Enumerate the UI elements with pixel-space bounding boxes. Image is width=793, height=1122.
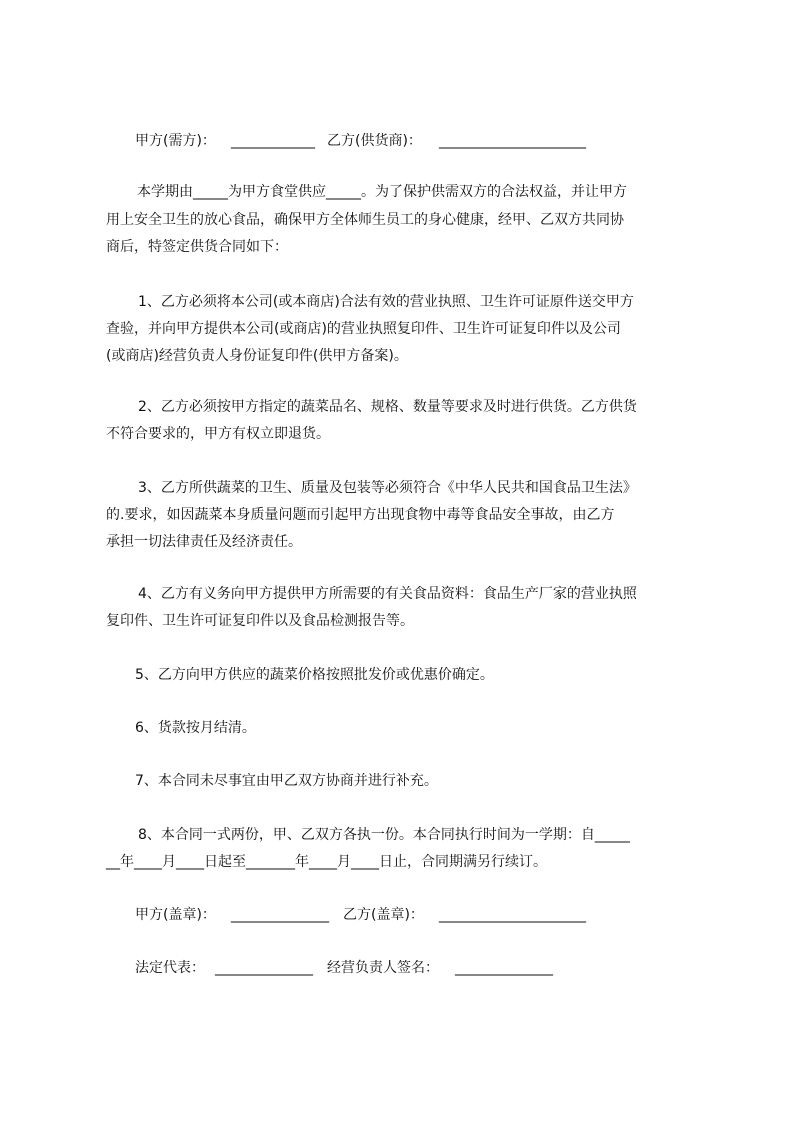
legal-representative-label: 法定代表： bbox=[135, 960, 205, 976]
manager-signature-blank: ______________ bbox=[455, 960, 553, 976]
clause-8-line-2: __年____月____日起至_______年____月____日止，合同期满另行续订。 bbox=[106, 854, 547, 870]
intro-line-2: 用上安全卫生的放心食品，确保甲方全体师生员工的身心健康，经甲、乙双方共同协 bbox=[106, 212, 624, 228]
clause-4-line-1: 4、乙方有义务向甲方提供甲方所需要的有关食品资料：食品生产厂家的营业执照 bbox=[138, 586, 637, 602]
clause-3-line-2: 的.要求，如因蔬菜本身质量问题而引起甲方出现食物中毒等食品安全事故，由乙方 bbox=[106, 507, 615, 523]
party-a-seal-blank: ______________ bbox=[231, 907, 329, 923]
party-a-need-label: 甲方(需方)： bbox=[135, 133, 216, 149]
party-a-seal-label: 甲方(盖章)： bbox=[135, 907, 216, 923]
party-b-seal-label: 乙方(盖章)： bbox=[343, 907, 424, 923]
party-b-supplier-label: 乙方(供货商)： bbox=[327, 133, 422, 149]
clause-8-line-1: 8、本合同一式两份，甲、乙双方各执一份。本合同执行时间为一学期：自_____ bbox=[138, 827, 630, 843]
clause-1-line-3: (或商店)经营负责人身份证复印件(供甲方备案)。 bbox=[106, 348, 408, 364]
party-b-supplier-blank: _____________________ bbox=[439, 133, 586, 149]
clause-6: 6、货款按月结清。 bbox=[135, 720, 256, 736]
clause-4-line-2: 复印件、卫生许可证复印件以及食品检测报告等。 bbox=[106, 613, 414, 629]
legal-representative-blank: ______________ bbox=[215, 960, 313, 976]
clause-3-line-1: 3、乙方所供蔬菜的卫生、质量及包装等必须符合《中华人民共和国食品卫生法》 bbox=[138, 480, 637, 496]
clause-2-line-2: 不符合要求的，甲方有权立即退货。 bbox=[106, 426, 330, 442]
party-a-need-blank: ____________ bbox=[231, 133, 315, 149]
clause-3-line-3: 承担一切法律责任及经济责任。 bbox=[106, 534, 302, 550]
clause-1-line-1: 1、乙方必须将本公司(或本商店)合法有效的营业执照、卫生许可证原件送交甲方 bbox=[138, 294, 634, 310]
clause-2-line-1: 2、乙方必须按甲方指定的蔬菜品名、规格、数量等要求及时进行供货。乙方供货 bbox=[138, 399, 637, 415]
intro-line-1: 本学期由_____为甲方食堂供应_____。为了保护供需双方的合法权益，并让甲方 bbox=[137, 184, 627, 200]
clause-7: 7、本合同未尽事宜由甲乙双方协商并进行补充。 bbox=[135, 773, 438, 789]
clause-5: 5、乙方向甲方供应的蔬菜价格按照批发价或优惠价确定。 bbox=[135, 667, 494, 683]
intro-line-3: 商后，特签定供货合同如下： bbox=[106, 239, 288, 255]
clause-1-line-2: 查验，并向甲方提供本公司(或商店)的营业执照复印件、卫生许可证复印件以及公司 bbox=[106, 321, 621, 337]
party-b-seal-blank: _____________________ bbox=[439, 907, 586, 923]
manager-signature-label: 经营负责人签名： bbox=[327, 960, 439, 976]
